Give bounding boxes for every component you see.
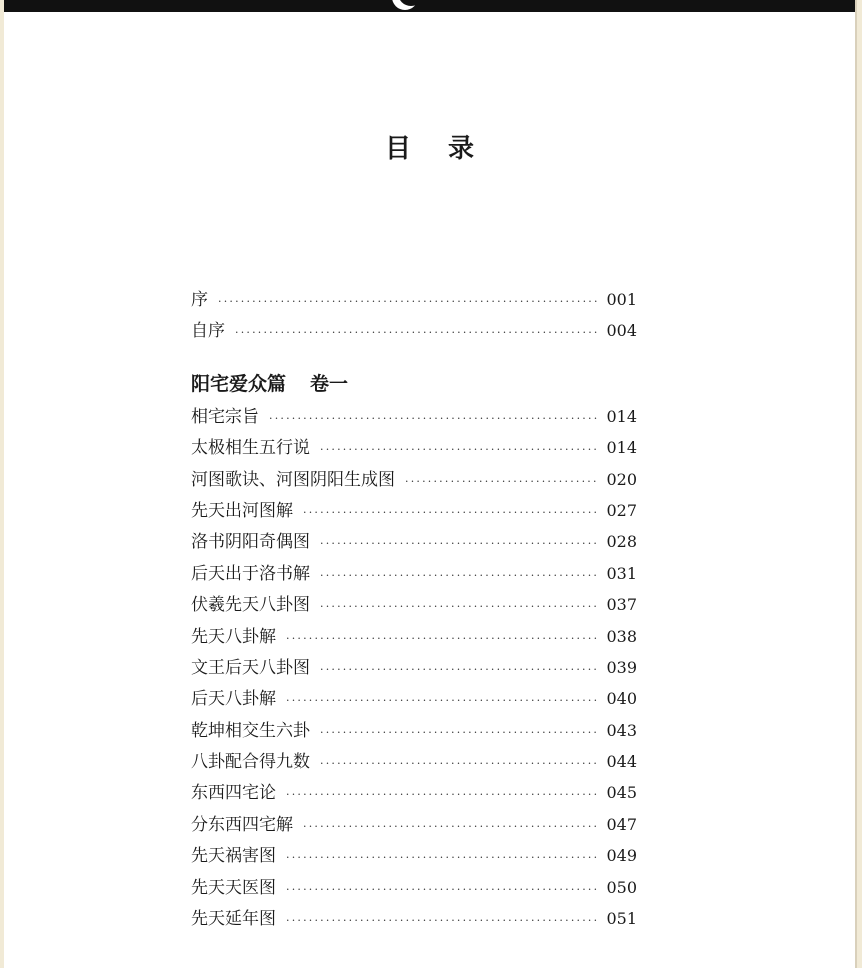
toc-entry[interactable] — [191, 652, 637, 683]
toc-entry-page: 049 — [606, 846, 637, 866]
toc-entry-label: 序 — [191, 290, 208, 310]
toc-entry-page: 028 — [606, 532, 637, 552]
dot-leader — [405, 466, 598, 497]
toc-entry-label: 先天延年图 — [191, 909, 276, 930]
dot-leader — [269, 403, 598, 434]
toc-entry-page: 047 — [606, 814, 637, 834]
toc-entry-label: 后天出于洛书解 — [191, 563, 310, 584]
toc-entry-label: 河图歌诀、河图阴阳生成图 — [191, 469, 395, 490]
section-heading — [191, 367, 637, 401]
toc-entry-page: 020 — [606, 469, 637, 489]
toc-entry[interactable] — [191, 809, 637, 840]
toc-entry-page: 040 — [606, 689, 637, 709]
toc-entry-label: 后天八卦解 — [191, 689, 276, 710]
dot-leader — [286, 905, 598, 936]
toc-entry[interactable] — [191, 683, 637, 714]
toc-entry-page: 037 — [606, 595, 637, 615]
dot-leader — [303, 811, 598, 842]
toc-entry[interactable] — [191, 495, 637, 526]
toc-entry-page: 014 — [606, 406, 637, 426]
toc-entry[interactable] — [191, 715, 637, 746]
toc-entry[interactable] — [191, 746, 637, 777]
toc-entry[interactable] — [191, 315, 637, 346]
page-title: 目 录 — [384, 134, 489, 164]
dot-leader — [320, 654, 598, 685]
dot-leader — [286, 842, 598, 873]
section-name: 阳宅爱众篇 — [191, 372, 287, 395]
dot-leader — [218, 286, 598, 317]
toc-entry-label: 分东西四宅解 — [191, 814, 293, 835]
dot-leader — [303, 497, 598, 528]
section-volume: 卷一 — [310, 372, 349, 395]
toc-entry[interactable] — [191, 903, 637, 934]
toc-entry[interactable] — [191, 432, 637, 463]
toc-entry-label: 东西四宅论 — [191, 783, 276, 804]
toc-entry-label: 先天出河图解 — [191, 500, 293, 521]
toc-entry-page: 051 — [606, 909, 637, 929]
toc-entry-label: 乾坤相交生六卦 — [191, 720, 310, 741]
toc-entry[interactable] — [191, 589, 637, 620]
dot-leader — [286, 685, 598, 716]
toc-entry-label: 自序 — [191, 321, 225, 342]
toc-entry-page: 004 — [606, 321, 637, 341]
book-page — [4, 0, 855, 968]
toc-entry[interactable] — [191, 872, 637, 903]
toc-entry-page: 031 — [606, 563, 637, 583]
toc-entry[interactable] — [191, 840, 637, 871]
dot-leader — [320, 717, 598, 748]
toc-entry-page: 043 — [606, 720, 637, 740]
toc-entry-label: 八卦配合得九数 — [191, 752, 310, 773]
dot-leader — [320, 591, 598, 622]
dot-leader — [286, 779, 598, 810]
section-entries — [191, 401, 637, 935]
dot-leader — [235, 317, 598, 348]
toc-entry-page: 039 — [606, 657, 637, 677]
toc-entry[interactable] — [191, 777, 637, 808]
toc-entry-page: 027 — [606, 500, 637, 520]
dot-leader — [320, 528, 598, 559]
toc-entry-page: 038 — [606, 626, 637, 646]
toc-entry-page: 001 — [606, 290, 637, 309]
toc-entry[interactable] — [191, 464, 637, 495]
dot-leader — [320, 434, 598, 465]
toc-entry-label: 相宅宗旨 — [191, 406, 259, 427]
dot-leader — [320, 748, 598, 779]
toc-entry[interactable] — [191, 284, 637, 315]
toc-entry-label: 先天八卦解 — [191, 626, 276, 647]
dot-leader — [286, 874, 598, 905]
toc-entry[interactable] — [191, 526, 637, 557]
toc-entry-label: 先天祸害图 — [191, 846, 276, 867]
page-edge — [855, 0, 857, 968]
toc-entry[interactable] — [191, 621, 637, 652]
header-band — [4, 0, 855, 12]
table-of-contents — [191, 284, 637, 934]
toc-entry-label: 先天天医图 — [191, 877, 276, 898]
toc-entry-label: 文王后天八卦图 — [191, 657, 310, 678]
toc-entry[interactable] — [191, 558, 637, 589]
toc-entry[interactable] — [191, 401, 637, 432]
toc-entry-page: 045 — [606, 783, 637, 803]
dot-leader — [320, 560, 598, 591]
dot-leader — [286, 623, 598, 654]
toc-entry-label: 洛书阴阳奇偶图 — [191, 532, 310, 553]
toc-entry-page: 050 — [606, 877, 637, 897]
toc-entry-label: 伏羲先天八卦图 — [191, 595, 310, 616]
toc-entry-page: 044 — [606, 752, 637, 772]
toc-entry-page: 014 — [606, 438, 637, 458]
toc-entry-label: 太极相生五行说 — [191, 438, 310, 459]
crescent-moon-icon — [392, 0, 418, 10]
